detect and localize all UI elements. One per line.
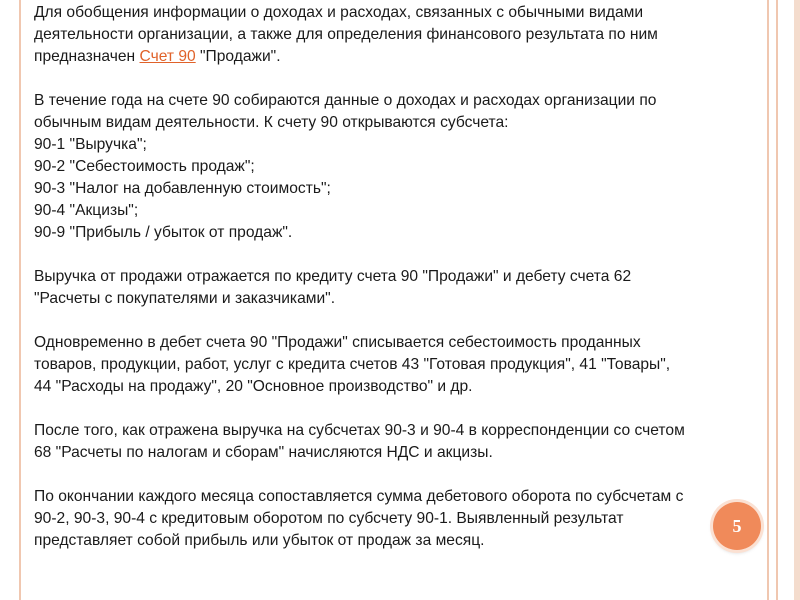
text-line: Одновременно в дебет счета 90 "Продажи" списывается себестоимость проданных bbox=[34, 334, 641, 351]
text-line-with-link bbox=[34, 46, 774, 68]
subaccount-90-3: 90-3 "Налог на добавленную стоимость"; bbox=[34, 180, 331, 197]
text-line: обычным видам деятельности. К счету 90 открываются субсчета: bbox=[34, 114, 509, 131]
text-line: Для обобщения информации о доходах и расходах, связанных с обычными видами bbox=[34, 4, 644, 21]
paragraph-account-90-purpose bbox=[34, 2, 774, 68]
frame-line-left bbox=[19, 0, 21, 600]
text-line: 90-2, 90-3, 90-4 с кредитовым оборотом по субсчету 90-1. Выявленный результат bbox=[34, 510, 624, 527]
paragraph-monthly-result bbox=[34, 486, 774, 552]
paragraph-subaccounts bbox=[34, 90, 774, 244]
subaccount-90-4: 90-4 "Акцизы"; bbox=[34, 202, 139, 219]
page-number-badge: 5 bbox=[713, 502, 761, 550]
text-line: По окончании каждого месяца сопоставляется сумма дебетового оборота по субсчетам с bbox=[34, 488, 684, 505]
text-line: 44 "Расходы на продажу", 20 "Основное производство" и др. bbox=[34, 378, 473, 395]
frame-line-right-outer bbox=[776, 0, 778, 600]
subaccount-90-1: 90-1 "Выручка"; bbox=[34, 136, 147, 153]
subaccount-90-2: 90-2 "Себестоимость продаж"; bbox=[34, 158, 255, 175]
text-fragment: "Продажи". bbox=[195, 48, 281, 65]
text-line: "Расчеты с покупателями и заказчиками". bbox=[34, 290, 336, 307]
text-line: Выручка от продажи отражается по кредиту счета 90 "Продажи" и дебету счета 62 bbox=[34, 268, 632, 285]
text-line: представляет собой прибыль или убыток от продаж за месяц. bbox=[34, 532, 485, 549]
paragraph-cost-of-sales bbox=[34, 332, 774, 398]
text-line: 68 "Расчеты по налогам и сборам" начисляются НДС и акцизы. bbox=[34, 444, 493, 461]
text-fragment: предназначен bbox=[34, 48, 140, 65]
text-line: деятельности организации, а также для определения финансового результата по ним bbox=[34, 26, 658, 43]
slide-body bbox=[34, 2, 774, 574]
subaccount-90-9: 90-9 "Прибыль / убыток от продаж". bbox=[34, 224, 293, 241]
paragraph-revenue bbox=[34, 266, 774, 310]
text-line: В течение года на счете 90 собираются данные о доходах и расходах организации по bbox=[34, 92, 657, 109]
paragraph-vat-excise bbox=[34, 420, 774, 464]
text-line: товаров, продукции, работ, услуг с кредита счетов 43 "Готовая продукция", 41 "Товары", bbox=[34, 356, 671, 373]
text-line: После того, как отражена выручка на субсчетах 90-3 и 90-4 в корреспонденции со счетом bbox=[34, 422, 685, 439]
account-90-link[interactable]: Счет 90 bbox=[139, 48, 196, 65]
